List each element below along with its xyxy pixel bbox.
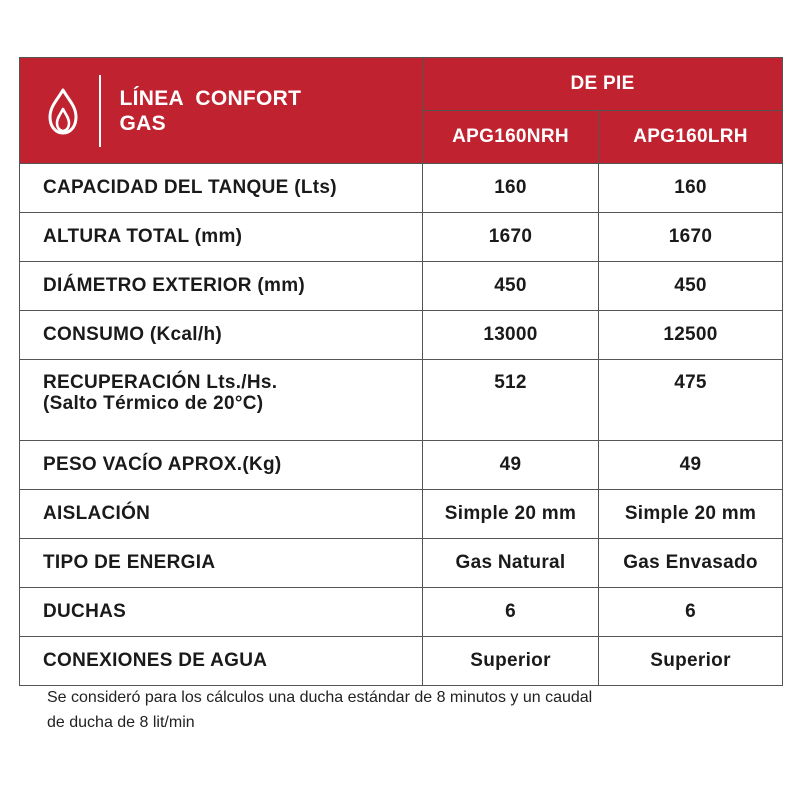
footnote-line-2: de ducha de 8 lit/min (47, 714, 195, 731)
row-value-1: 160 (423, 164, 599, 213)
row-label-main: RECUPERACIÓN Lts./Hs. (43, 372, 278, 393)
row-value-1: Superior (423, 637, 599, 686)
spec-table (19, 57, 783, 686)
row-value-1: 6 (423, 588, 599, 637)
table-row (20, 539, 783, 588)
brand-cell (20, 58, 423, 164)
row-label: ALTURA TOTAL (mm) (20, 213, 423, 262)
row-value-2: 49 (599, 441, 783, 490)
row-label: AISLACIÓN (20, 490, 423, 539)
row-label: PESO VACÍO APROX.(Kg) (20, 441, 423, 490)
table-row (20, 360, 783, 441)
footnote (47, 685, 767, 735)
table-row (20, 213, 783, 262)
row-label: DIÁMETRO EXTERIOR (mm) (20, 262, 423, 311)
group-header: DE PIE (423, 58, 783, 111)
row-value-2: 160 (599, 164, 783, 213)
row-value-1: 1670 (423, 213, 599, 262)
row-value-2: Simple 20 mm (599, 490, 783, 539)
row-label: CONEXIONES DE AGUA (20, 637, 423, 686)
table-row (20, 164, 783, 213)
table-row (20, 441, 783, 490)
row-value-2: Superior (599, 637, 783, 686)
brand-title: LÍNEA CONFORT (119, 86, 302, 110)
row-label: CAPACIDAD DEL TANQUE (Lts) (20, 164, 423, 213)
row-value-2: 12500 (599, 311, 783, 360)
row-label: DUCHAS (20, 588, 423, 637)
header-row (20, 58, 783, 111)
model-header-1: APG160NRH (423, 111, 599, 164)
footnote-line-1: Se consideró para los cálculos una ducha estándar de 8 minutos y un caudal (47, 689, 593, 706)
table-row (20, 311, 783, 360)
model-header-2: APG160LRH (599, 111, 783, 164)
flame-icon (47, 87, 79, 135)
row-value-2: Gas Envasado (599, 539, 783, 588)
row-label-sub: (Salto Térmico de 20°C) (43, 393, 264, 414)
row-value-2: 6 (599, 588, 783, 637)
table-row (20, 637, 783, 686)
row-value-1: 49 (423, 441, 599, 490)
row-value-2: 450 (599, 262, 783, 311)
table-row (20, 262, 783, 311)
row-value-1: 450 (423, 262, 599, 311)
row-value-2: 1670 (599, 213, 783, 262)
row-value-1: 13000 (423, 311, 599, 360)
row-label: CONSUMO (Kcal/h) (20, 311, 423, 360)
brand-subtitle: GAS (119, 111, 166, 135)
brand-divider (99, 75, 101, 147)
row-label: TIPO DE ENERGIA (20, 539, 423, 588)
row-value-1: Gas Natural (423, 539, 599, 588)
table-row (20, 588, 783, 637)
table-row (20, 490, 783, 539)
row-label (20, 360, 423, 441)
row-value-2: 475 (599, 360, 783, 441)
row-value-1: Simple 20 mm (423, 490, 599, 539)
row-value-1: 512 (423, 360, 599, 441)
